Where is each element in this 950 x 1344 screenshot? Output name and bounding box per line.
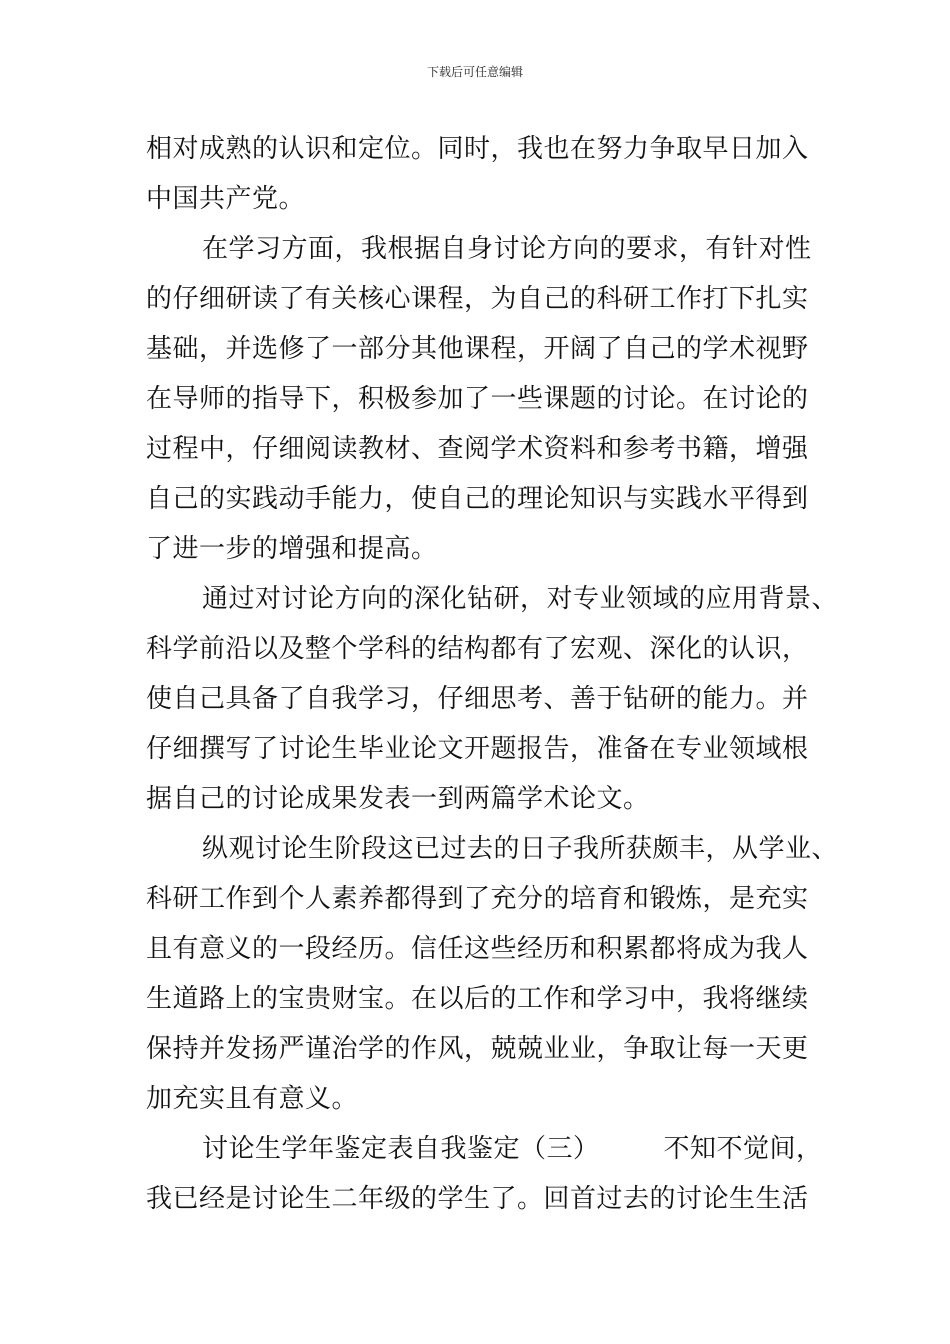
text-line: 的仔细研读了有关核心课程，为自己的科研工作打下扎实 — [146, 284, 809, 314]
text-line: 生道路上的宝贵财宝。在以后的工作和学习中，我将继续 — [146, 984, 809, 1014]
text-line: 仔细撰写了讨论生毕业论文开题报告，准备在专业领域根 — [146, 734, 809, 764]
text-line: 过程中，仔细阅读教材、查阅学术资料和参考书籍，增强 — [146, 434, 809, 464]
paragraph-start-line: 通过对讨论方向的深化钻研，对专业领域的应用背景、 — [202, 584, 839, 614]
text-line: 保持并发扬严谨治学的作风，兢兢业业，争取让每一天更 — [146, 1034, 809, 1064]
text-line: 基础，并选修了一部分其他课程，开阔了自己的学术视野 — [146, 334, 809, 364]
text-line: 加充实且有意义。 — [146, 1084, 359, 1114]
paragraph-start-line: 纵观讨论生阶段这已过去的日子我所获颇丰，从学业、 — [202, 834, 839, 864]
text-line: 且有意义的一段经历。信任这些经历和积累都将成为我人 — [146, 934, 809, 964]
text-line: 了进一步的增强和提高。 — [146, 534, 438, 564]
text-line: 科学前沿以及整个学科的结构都有了宏观、深化的认识， — [146, 634, 809, 664]
page-header: 下载后可任意编辑 — [426, 65, 523, 79]
text-line: 科研工作到个人素养都得到了充分的培育和锻炼，是充实 — [146, 884, 809, 914]
document-body — [146, 124, 839, 1224]
text-line: 中国共产党。 — [146, 184, 306, 214]
text-line: 我已经是讨论生二年级的学生了。回首过去的讨论生生活 — [146, 1184, 809, 1214]
section-heading-continuation: 不知不觉间， — [663, 1134, 823, 1164]
text-line: 自己的实践动手能力，使自己的理论知识与实践水平得到 — [146, 484, 809, 514]
section-heading-line — [146, 1124, 823, 1174]
section-heading-title: 讨论生学年鉴定表自我鉴定（三） — [202, 1134, 600, 1164]
text-line: 在导师的指导下，积极参加了一些课题的讨论。在讨论的 — [146, 384, 809, 414]
text-line: 使自己具备了自我学习，仔细思考、善于钻研的能力。并 — [146, 684, 809, 714]
paragraph-start-line: 在学习方面，我根据自身讨论方向的要求，有针对性 — [202, 234, 812, 264]
text-line: 据自己的讨论成果发表一到两篇学术论文。 — [146, 784, 650, 814]
text-line: 相对成熟的认识和定位。同时，我也在努力争取早日加入 — [146, 134, 809, 164]
